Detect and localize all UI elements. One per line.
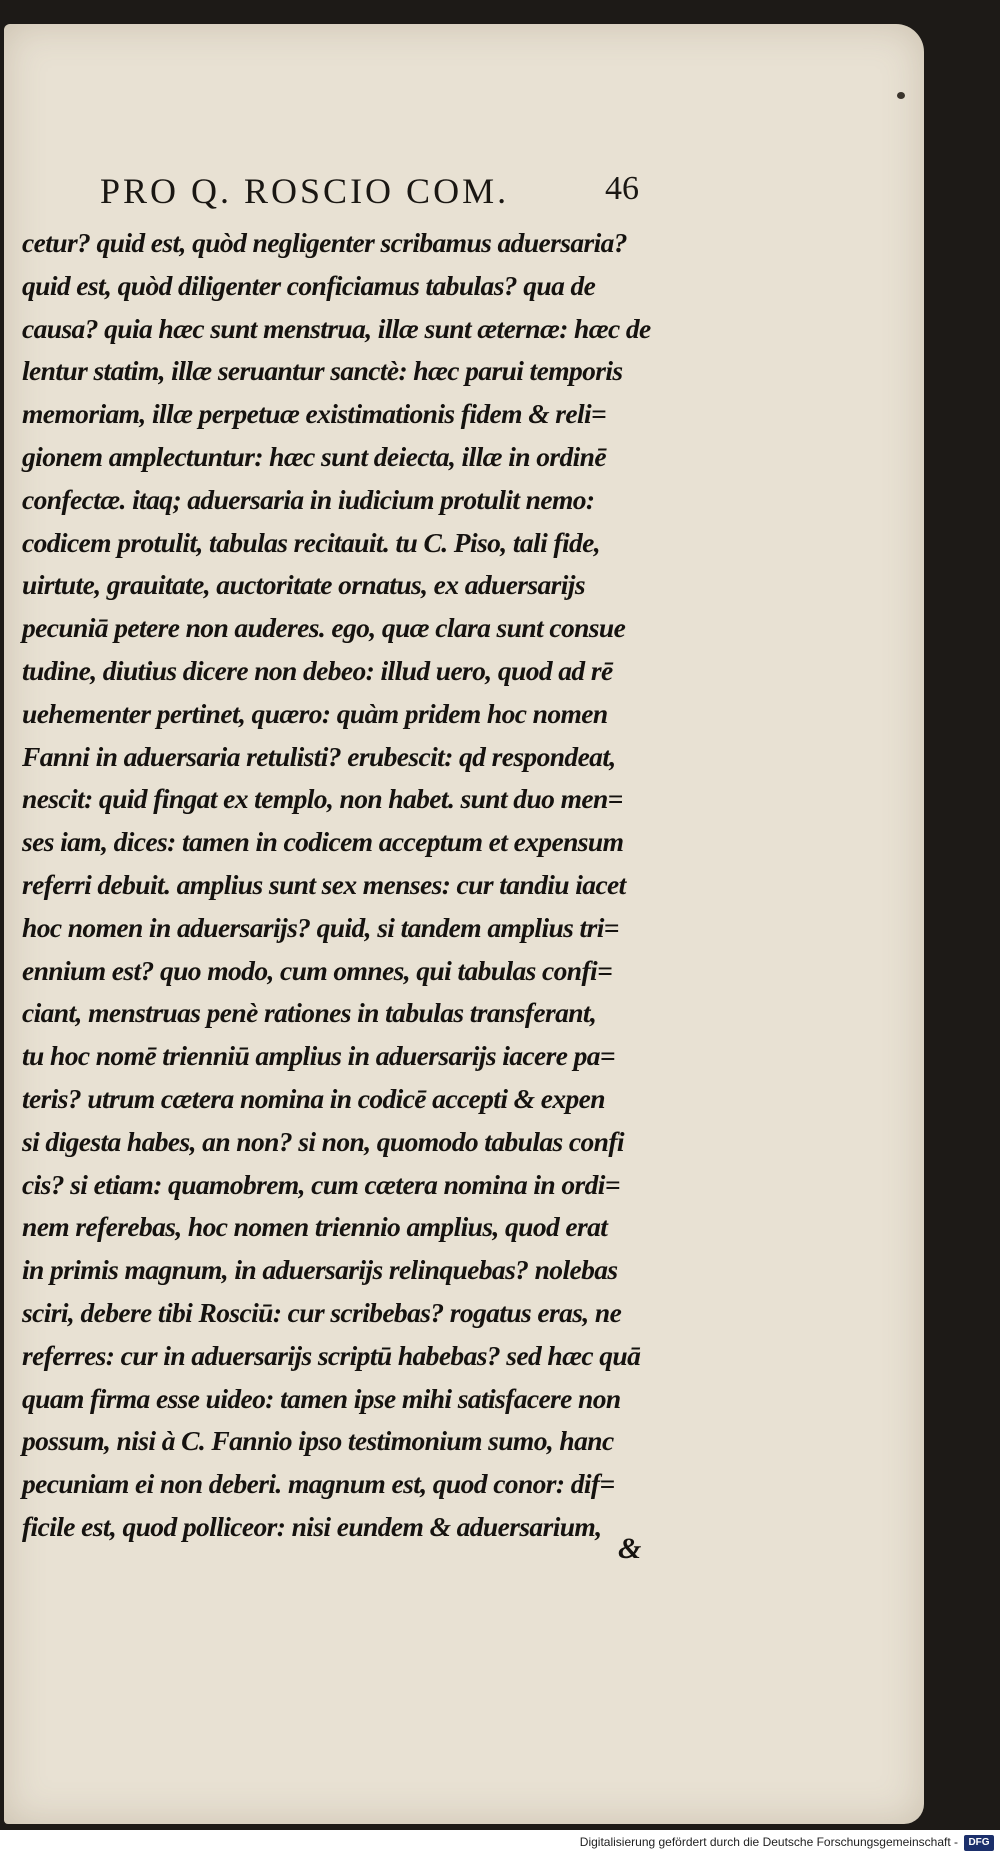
footer-bar xyxy=(0,1830,1000,1858)
text-line: referres: cur in aduersarijs scriptū habebas? sed hæc quā xyxy=(22,1339,641,1371)
text-line: gionem amplectuntur: hæc sunt deiecta, illæ in ordinē xyxy=(22,440,606,472)
text-line: cis? si etiam: quamobrem, cum cætera nomina in ordi= xyxy=(22,1168,620,1200)
text-line: nescit: quid fingat ex templo, non habet. sunt duo men= xyxy=(22,783,623,815)
text-line: in primis magnum, in aduersarijs relinquebas? nolebas xyxy=(22,1254,618,1286)
running-header xyxy=(100,170,660,220)
text-line: referri debuit. amplius sunt sex menses: cur tandiu iacet xyxy=(22,868,626,900)
text-line: si digesta habes, an non? si non, quomodo tabulas confi xyxy=(22,1125,624,1157)
ink-spot xyxy=(897,92,905,99)
text-line: quid est, quòd diligenter conficiamus tabulas? qua de xyxy=(22,269,596,301)
text-line: causa? quia hæc sunt menstrua, illæ sunt æternæ: hæc de xyxy=(22,312,651,344)
text-line: memoriam, illæ perpetuæ existimationis fidem & reli= xyxy=(22,398,607,430)
text-line: possum, nisi à C. Fannio ipso testimonium sumo, hanc xyxy=(22,1425,614,1457)
text-line: uehementer pertinet, quæro: quàm pridem hoc nomen xyxy=(22,697,608,729)
text-line: ses iam, dices: tamen in codicem acceptum et expensum xyxy=(22,826,624,858)
running-title: PRO Q. ROSCIO COM. xyxy=(100,171,510,211)
text-line: confectæ. itaq; aduersaria in iudicium protulit nemo: xyxy=(22,483,595,515)
text-line: uirtute, grauitate, auctoritate ornatus, ex aduersarijs xyxy=(22,569,585,601)
text-line: tudine, diutius dicere non debeo: illud uero, quod ad rē xyxy=(22,654,613,686)
text-line: ennium est? quo modo, cum omnes, qui tabulas confi= xyxy=(22,954,613,986)
text-line: sciri, debere tibi Rosciū: cur scribebas? rogatus eras, ne xyxy=(22,1296,622,1328)
text-line: ficile est, quod polliceor: nisi eundem & aduersarium, xyxy=(22,1510,602,1542)
funding-credit: Digitalisierung gefördert durch die Deutsche Forschungsgemeinschaft - xyxy=(579,1835,958,1849)
catchword: & xyxy=(618,1532,642,1565)
text-line: tu hoc nomē trienniū amplius in aduersarijs iacere pa= xyxy=(22,1040,615,1072)
body-text xyxy=(22,222,702,1549)
page-number: 46 xyxy=(605,170,639,207)
text-line: Fanni in aduersaria retulisti? erubescit: qd respondeat, xyxy=(22,740,616,772)
text-line: hoc nomen in aduersarijs? quid, si tandem amplius tri= xyxy=(22,911,619,943)
text-line: teris? utrum cætera nomina in codicē accepti & expen xyxy=(22,1082,605,1114)
dfg-logo: DFG xyxy=(964,1835,994,1851)
text-line: cetur? quid est, quòd negligenter scribamus aduersaria? xyxy=(22,227,627,258)
text-line: codicem protulit, tabulas recitauit. tu C. Piso, tali fide, xyxy=(22,526,601,558)
text-line: lentur statim, illæ seruantur sanctè: hæc parui temporis xyxy=(22,355,623,387)
text-line: quam firma esse uideo: tamen ipse mihi satisfacere non xyxy=(22,1382,621,1414)
text-line: pecuniā petere non auderes. ego, quæ clara sunt consue xyxy=(22,612,626,644)
text-line: pecuniam ei non deberi. magnum est, quod conor: dif= xyxy=(22,1468,615,1500)
text-line: ciant, menstruas penè rationes in tabulas transferant, xyxy=(22,997,597,1029)
text-line: nem referebas, hoc nomen triennio amplius, quod erat xyxy=(22,1211,608,1243)
